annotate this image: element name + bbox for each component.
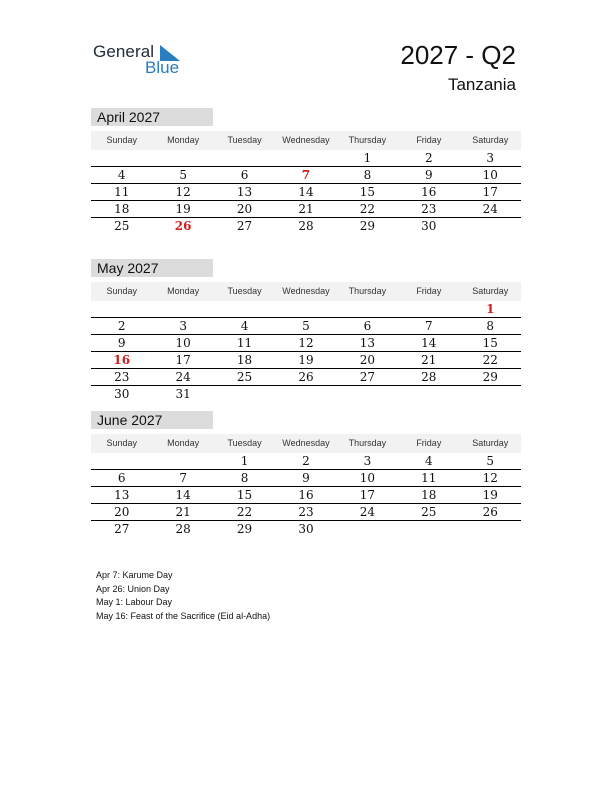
date-cell <box>460 386 521 402</box>
date-cell: 28 <box>298 219 314 233</box>
weekday-label: Friday <box>416 286 442 296</box>
date-cell: 25 <box>236 370 253 384</box>
date-cell <box>460 521 521 537</box>
date-cell: 24 <box>482 202 498 216</box>
date-cell <box>275 386 336 402</box>
date-cell: 20 <box>114 505 130 519</box>
date-cell: 25 <box>114 219 130 233</box>
date-cell: 14 <box>421 336 437 350</box>
weekday-label: Thursday <box>348 438 387 448</box>
date-cell: 21 <box>421 353 437 367</box>
date-cell <box>214 301 275 317</box>
week-row <box>91 352 521 369</box>
date-cell: 25 <box>421 505 437 519</box>
week-row <box>91 504 521 521</box>
date-cell <box>275 301 336 317</box>
weekday-label: Saturday <box>472 135 509 145</box>
date-cell: 6 <box>363 319 372 333</box>
weekday-label: Monday <box>167 438 200 448</box>
date-cell <box>152 301 213 317</box>
weekday-label: Monday <box>167 286 200 296</box>
date-cell: 11 <box>421 471 437 485</box>
date-cell: 3 <box>486 151 495 165</box>
date-cell: 9 <box>425 168 433 182</box>
date-cell <box>337 386 398 402</box>
date-cell: 1 <box>363 151 372 165</box>
date-cell: 23 <box>114 370 130 384</box>
week-row <box>91 150 521 167</box>
holiday-list <box>96 569 270 623</box>
date-cell <box>214 150 275 166</box>
date-cell: 22 <box>482 353 498 367</box>
date-cell: 8 <box>363 168 372 182</box>
date-cell: 15 <box>359 185 376 199</box>
week-row <box>91 301 521 318</box>
date-cell: 21 <box>175 505 191 519</box>
date-cell: 11 <box>114 185 130 199</box>
date-cell: 8 <box>240 471 249 485</box>
page-title: 2027 - Q2 <box>400 40 516 70</box>
date-cell: 9 <box>117 336 126 350</box>
week-row <box>91 167 521 184</box>
date-cell <box>460 218 521 234</box>
date-cell: 7 <box>179 471 187 485</box>
date-cell: 22 <box>359 202 376 216</box>
date-cell: 8 <box>486 319 495 333</box>
date-cell: 10 <box>175 336 191 350</box>
weekday-label: Tuesday <box>227 286 262 296</box>
date-cell: 6 <box>240 168 249 182</box>
week-row <box>91 470 521 487</box>
date-cell: 13 <box>359 336 376 350</box>
date-cell: 28 <box>175 522 191 536</box>
holiday-note: May 16: Feast of the Sacrifice (Eid al-Adha) <box>96 610 271 621</box>
date-cell: 17 <box>175 353 191 367</box>
holiday-date-cell: 1 <box>486 302 495 316</box>
holiday-note: Apr 26: Union Day <box>96 583 170 594</box>
date-cell: 13 <box>236 185 253 199</box>
weekday-label: Thursday <box>348 286 387 296</box>
date-cell: 24 <box>175 370 191 384</box>
date-cell: 13 <box>114 488 130 502</box>
date-cell: 24 <box>359 505 376 519</box>
weekday-label: Monday <box>167 135 200 145</box>
date-cell: 2 <box>425 151 433 165</box>
date-cell: 16 <box>421 185 437 199</box>
date-cell: 6 <box>117 471 126 485</box>
week-row <box>91 218 521 234</box>
date-cell: 20 <box>359 353 376 367</box>
date-cell: 26 <box>482 505 498 519</box>
holiday-note: Apr 7: Karume Day <box>96 570 173 580</box>
date-cell: 19 <box>482 488 498 502</box>
month-title: June 2027 <box>91 411 213 429</box>
date-cell: 21 <box>298 202 314 216</box>
date-cell <box>398 521 459 537</box>
date-cell: 3 <box>363 454 372 468</box>
week-row <box>91 453 521 470</box>
weekday-header-row <box>91 282 521 301</box>
date-cell: 7 <box>425 319 433 333</box>
weekday-label: Wednesday <box>282 135 330 145</box>
weekday-label: Friday <box>416 438 442 448</box>
date-cell: 11 <box>236 336 253 350</box>
month-april <box>91 108 521 234</box>
date-cell: 14 <box>175 488 191 502</box>
date-cell: 5 <box>179 168 187 182</box>
holiday-note: May 1: Labour Day <box>96 597 173 607</box>
week-row <box>91 318 521 335</box>
date-cell: 27 <box>114 522 130 536</box>
date-cell <box>398 301 459 317</box>
date-cell: 5 <box>486 454 495 468</box>
date-cell: 4 <box>240 319 249 333</box>
month-title: April 2027 <box>91 108 213 126</box>
week-row <box>91 335 521 352</box>
weekday-label: Sunday <box>106 438 137 448</box>
date-cell: 18 <box>236 353 253 367</box>
date-cell: 26 <box>298 370 314 384</box>
weekday-label: Friday <box>416 135 442 145</box>
date-cell: 17 <box>359 488 376 502</box>
weekday-header-row <box>91 434 521 453</box>
week-row <box>91 386 521 402</box>
week-row <box>91 201 521 218</box>
weekday-header-row <box>91 131 521 150</box>
week-row <box>91 487 521 504</box>
logo-text-blue: Blue <box>145 58 180 77</box>
holiday-date-cell: 26 <box>174 219 192 233</box>
week-row <box>91 369 521 386</box>
weekday-label: Wednesday <box>282 438 330 448</box>
country-name: Tanzania <box>447 75 516 94</box>
month-may <box>91 259 521 402</box>
date-cell: 20 <box>236 202 253 216</box>
date-cell <box>398 386 459 402</box>
weekday-label: Tuesday <box>227 135 262 145</box>
date-cell: 12 <box>298 336 314 350</box>
date-cell: 30 <box>298 522 314 536</box>
date-cell <box>275 150 336 166</box>
date-cell: 12 <box>175 185 191 199</box>
logo-text-general: General <box>93 42 155 61</box>
generalblue-logo <box>93 42 193 78</box>
date-cell: 16 <box>298 488 314 502</box>
month-june <box>91 411 521 537</box>
date-cell: 29 <box>482 370 498 384</box>
holiday-date-cell: 16 <box>113 353 131 367</box>
weekday-label: Saturday <box>472 438 509 448</box>
date-cell: 27 <box>359 370 376 384</box>
date-cell: 9 <box>302 471 310 485</box>
date-cell: 19 <box>175 202 191 216</box>
date-cell <box>91 453 152 469</box>
date-cell: 14 <box>298 185 314 199</box>
date-cell: 29 <box>359 219 376 233</box>
date-cell: 30 <box>114 387 130 401</box>
weekday-label: Thursday <box>348 135 387 145</box>
date-cell <box>91 150 152 166</box>
date-cell: 27 <box>236 219 253 233</box>
month-title: May 2027 <box>91 259 213 277</box>
weekday-label: Tuesday <box>227 438 262 448</box>
date-cell: 2 <box>117 319 126 333</box>
date-cell: 30 <box>421 219 437 233</box>
date-cell: 28 <box>421 370 437 384</box>
date-cell <box>337 301 398 317</box>
weekday-label: Sunday <box>106 135 137 145</box>
date-cell: 15 <box>482 336 498 350</box>
date-cell: 4 <box>117 168 126 182</box>
date-cell <box>152 453 213 469</box>
date-cell: 31 <box>175 387 191 401</box>
date-cell <box>152 150 213 166</box>
date-cell: 15 <box>236 488 253 502</box>
date-cell: 10 <box>359 471 376 485</box>
date-cell: 19 <box>298 353 314 367</box>
date-cell: 5 <box>302 319 310 333</box>
date-cell: 22 <box>236 505 253 519</box>
date-cell: 3 <box>179 319 187 333</box>
date-cell: 23 <box>298 505 314 519</box>
date-cell <box>214 386 275 402</box>
week-row <box>91 521 521 537</box>
date-cell: 18 <box>421 488 437 502</box>
date-cell: 23 <box>421 202 437 216</box>
date-cell: 1 <box>240 454 249 468</box>
weekday-label: Wednesday <box>282 286 330 296</box>
date-cell: 2 <box>302 454 310 468</box>
holiday-date-cell: 7 <box>301 168 311 182</box>
date-cell: 4 <box>425 454 433 468</box>
date-cell <box>337 521 398 537</box>
date-cell <box>91 301 152 317</box>
weekday-label: Saturday <box>472 286 509 296</box>
date-cell: 18 <box>114 202 130 216</box>
date-cell: 12 <box>482 471 498 485</box>
week-row <box>91 184 521 201</box>
weekday-label: Sunday <box>106 286 137 296</box>
date-cell: 17 <box>482 185 498 199</box>
date-cell: 10 <box>482 168 498 182</box>
date-cell: 29 <box>236 522 253 536</box>
